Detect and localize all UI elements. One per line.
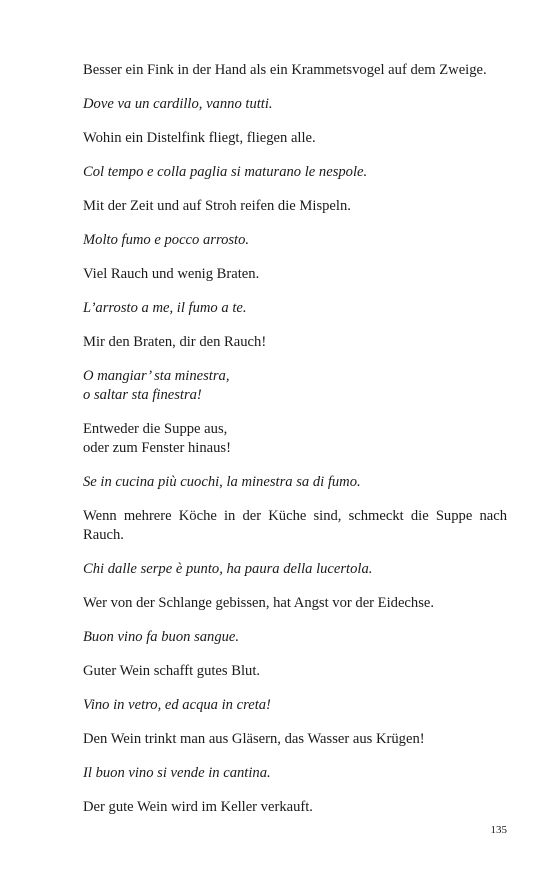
- proverb-italian: O mangiar’ sta minestra, o saltar sta finestra!: [83, 368, 230, 403]
- proverb-german: Guter Wein schafft gutes Blut.: [83, 663, 261, 679]
- proverb-german: Wohin ein Distelfink fliegt, fliegen alle.: [83, 130, 316, 146]
- proverb-german: Wenn mehrere Köche in der Küche sind, schmeckt die Suppe nach Rauch.: [83, 508, 507, 543]
- proverb-italian: Vino in vetro, ed acqua in creta!: [83, 697, 271, 713]
- page-number: 135: [490, 824, 507, 836]
- proverb-german: Mir den Braten, dir den Rauch!: [83, 334, 267, 350]
- proverb-italian: Molto fumo e pocco arrosto.: [83, 232, 250, 248]
- proverb-german: Entweder die Suppe aus, oder zum Fenster hinaus!: [83, 421, 231, 456]
- proverb-italian: L’arrosto a me, il fumo a te.: [83, 300, 247, 316]
- proverb-italian: Se in cucina più cuochi, la minestra sa di fumo.: [83, 474, 361, 490]
- proverb-german: Besser ein Fink in der Hand als ein Krammetsvogel auf dem Zweige.: [83, 62, 487, 78]
- proverb-german: Wer von der Schlange gebissen, hat Angst vor der Eidechse.: [83, 595, 435, 611]
- proverb-italian: Il buon vino si vende in cantina.: [83, 765, 271, 781]
- proverb-italian: Dove va un cardillo, vanno tutti.: [83, 96, 273, 112]
- proverb-italian: Buon vino fa buon sangue.: [83, 629, 240, 645]
- proverb-italian: Col tempo e colla paglia si maturano le nespole.: [83, 164, 368, 180]
- proverb-german: Viel Rauch und wenig Braten.: [83, 266, 260, 282]
- proverb-italian: Chi dalle serpe è punto, ha paura della lucertola.: [83, 561, 373, 577]
- proverb-german: Den Wein trinkt man aus Gläsern, das Wasser aus Krügen!: [83, 731, 425, 747]
- proverb-german: Der gute Wein wird im Keller verkauft.: [83, 799, 313, 815]
- proverb-german: Mit der Zeit und auf Stroh reifen die Mispeln.: [83, 198, 351, 214]
- page-body: [83, 61, 507, 832]
